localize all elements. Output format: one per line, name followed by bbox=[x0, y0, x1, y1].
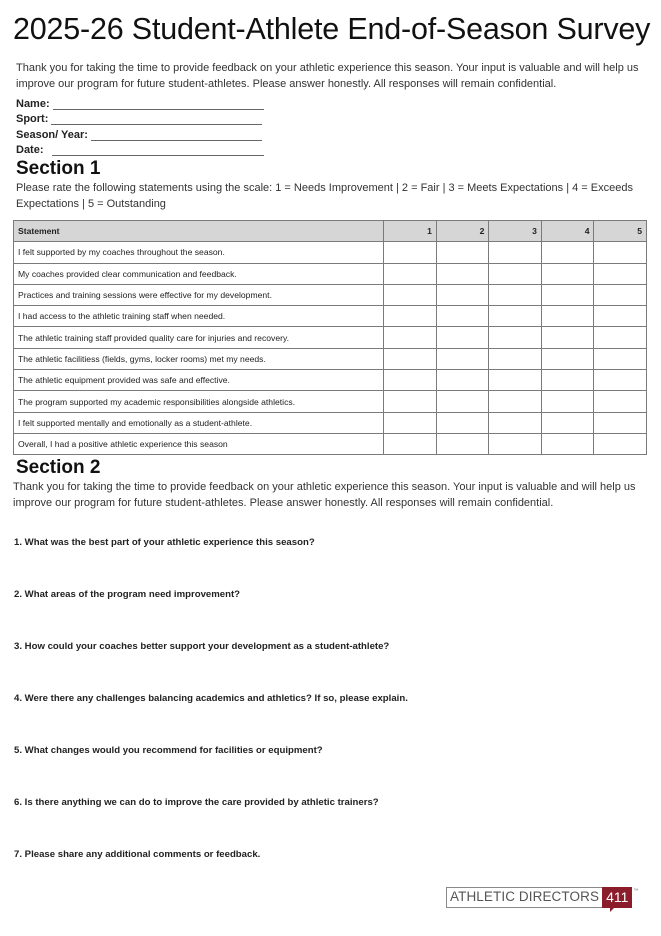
sport-field[interactable] bbox=[16, 110, 264, 126]
table-row bbox=[14, 284, 647, 305]
rating-cell-4[interactable] bbox=[541, 412, 594, 433]
statement-cell: Practices and training sessions were effective for my development. bbox=[14, 284, 384, 305]
rating-cell-1[interactable] bbox=[384, 242, 437, 263]
rating-cell-4[interactable] bbox=[541, 284, 594, 305]
rating-cell-5[interactable] bbox=[594, 370, 647, 391]
rating-cell-4[interactable] bbox=[541, 433, 594, 454]
rating-cell-5[interactable] bbox=[594, 284, 647, 305]
name-label: Name: bbox=[16, 97, 50, 110]
page-title: 2025-26 Student-Athlete End-of-Season Survey bbox=[13, 12, 651, 46]
rating-cell-1[interactable] bbox=[384, 306, 437, 327]
rating-cell-4[interactable] bbox=[541, 263, 594, 284]
rating-cell-5[interactable] bbox=[594, 433, 647, 454]
season-year-label: Season/ Year: bbox=[16, 128, 88, 141]
rating-cell-5[interactable] bbox=[594, 348, 647, 369]
rating-cell-1[interactable] bbox=[384, 263, 437, 284]
header-rating-3: 3 bbox=[489, 221, 542, 242]
table-row bbox=[14, 327, 647, 348]
season-year-input-line[interactable] bbox=[91, 131, 262, 141]
rating-cell-2[interactable] bbox=[436, 242, 489, 263]
rating-cell-3[interactable] bbox=[489, 284, 542, 305]
rating-cell-1[interactable] bbox=[384, 433, 437, 454]
rating-cell-5[interactable] bbox=[594, 242, 647, 263]
rating-cell-1[interactable] bbox=[384, 391, 437, 412]
question-2: 2. What areas of the program need improvement? bbox=[14, 589, 241, 600]
rating-cell-2[interactable] bbox=[436, 391, 489, 412]
rating-cell-3[interactable] bbox=[489, 348, 542, 369]
season-year-field[interactable] bbox=[16, 125, 264, 141]
statement-cell: The athletic facilitiess (fields, gyms, locker rooms) met my needs. bbox=[14, 348, 384, 369]
date-label: Date: bbox=[16, 144, 44, 156]
date-field[interactable] bbox=[16, 141, 264, 157]
section-2-title: Section 2 bbox=[16, 457, 101, 478]
rating-cell-2[interactable] bbox=[436, 263, 489, 284]
table-row bbox=[14, 306, 647, 327]
question-4: 4. Were there any challenges balancing academics and athletics? If so, please explain. bbox=[14, 693, 408, 704]
rating-cell-5[interactable] bbox=[594, 412, 647, 433]
sport-label: Sport: bbox=[16, 113, 49, 125]
athletic-directors-411-logo bbox=[446, 887, 638, 908]
question-1: 1. What was the best part of your athletic experience this season? bbox=[14, 537, 315, 548]
header-rating-5: 5 bbox=[594, 221, 647, 242]
rating-cell-3[interactable] bbox=[489, 391, 542, 412]
sport-input-line[interactable] bbox=[51, 115, 262, 125]
rating-cell-2[interactable] bbox=[436, 433, 489, 454]
name-field[interactable] bbox=[16, 94, 264, 110]
rating-cell-4[interactable] bbox=[541, 370, 594, 391]
respondent-info-fields bbox=[16, 94, 264, 156]
question-7: 7. Please share any additional comments or feedback. bbox=[14, 849, 261, 860]
date-input-line[interactable] bbox=[52, 146, 264, 156]
rating-cell-3[interactable] bbox=[489, 370, 542, 391]
statement-cell: My coaches provided clear communication and feedback. bbox=[14, 263, 384, 284]
section-1-description: Please rate the following statements using the scale: 1 = Needs Improvement | 2 = Fair | 3 = Meets Expectations | 4 = Exceeds Expectations | 5 = Outstanding bbox=[16, 182, 633, 210]
rating-cell-4[interactable] bbox=[541, 242, 594, 263]
rating-cell-2[interactable] bbox=[436, 412, 489, 433]
table-row bbox=[14, 370, 647, 391]
statement-cell: The athletic equipment provided was safe and effective. bbox=[14, 370, 384, 391]
header-rating-4: 4 bbox=[541, 221, 594, 242]
rating-cell-3[interactable] bbox=[489, 242, 542, 263]
rating-cell-5[interactable] bbox=[594, 327, 647, 348]
rating-cell-4[interactable] bbox=[541, 327, 594, 348]
rating-cell-1[interactable] bbox=[384, 327, 437, 348]
question-6: 6. Is there anything we can do to improve the care provided by athletic trainers? bbox=[14, 797, 379, 808]
question-3: 3. How could your coaches better support your development as a student-athlete? bbox=[14, 641, 390, 652]
table-row bbox=[14, 263, 647, 284]
logo-text: ATHLETIC DIRECTORS bbox=[446, 887, 602, 908]
table-row bbox=[14, 412, 647, 433]
intro-text: Thank you for taking the time to provide feedback on your athletic experience this season. Your input is valuable and will help us improve our program for future student-athletes. Please answer honestly. All responses will remain confidential. bbox=[16, 62, 639, 90]
statement-cell: I felt supported mentally and emotionally as a student-athlete. bbox=[14, 412, 384, 433]
question-5: 5. What changes would you recommend for facilities or equipment? bbox=[14, 745, 323, 756]
header-rating-2: 2 bbox=[436, 221, 489, 242]
rating-cell-2[interactable] bbox=[436, 327, 489, 348]
section-1-title: Section 1 bbox=[16, 158, 101, 179]
rating-cell-1[interactable] bbox=[384, 284, 437, 305]
rating-table-header bbox=[14, 221, 647, 242]
table-row bbox=[14, 391, 647, 412]
rating-cell-1[interactable] bbox=[384, 348, 437, 369]
rating-cell-3[interactable] bbox=[489, 306, 542, 327]
name-input-line[interactable] bbox=[53, 100, 264, 110]
rating-cell-3[interactable] bbox=[489, 327, 542, 348]
rating-cell-2[interactable] bbox=[436, 348, 489, 369]
logo-badge-icon: 411 bbox=[602, 887, 632, 908]
statement-cell: I had access to the athletic training staff when needed. bbox=[14, 306, 384, 327]
statement-cell: The athletic training staff provided quality care for injuries and recovery. bbox=[14, 327, 384, 348]
rating-cell-5[interactable] bbox=[594, 263, 647, 284]
rating-cell-3[interactable] bbox=[489, 433, 542, 454]
rating-cell-2[interactable] bbox=[436, 306, 489, 327]
rating-cell-2[interactable] bbox=[436, 370, 489, 391]
rating-cell-2[interactable] bbox=[436, 284, 489, 305]
rating-cell-5[interactable] bbox=[594, 306, 647, 327]
rating-cell-4[interactable] bbox=[541, 306, 594, 327]
table-row bbox=[14, 433, 647, 454]
rating-cell-4[interactable] bbox=[541, 391, 594, 412]
table-row bbox=[14, 242, 647, 263]
rating-cell-4[interactable] bbox=[541, 348, 594, 369]
section-2-description: Thank you for taking the time to provide feedback on your athletic experience this season. Your input is valuable and will help us improve our program for future student-athletes. Please answer honestly. All responses will remain confidential. bbox=[13, 481, 636, 509]
statement-cell: Overall, I had a positive athletic experience this season bbox=[14, 433, 384, 454]
table-row bbox=[14, 348, 647, 369]
rating-cell-5[interactable] bbox=[594, 391, 647, 412]
rating-table bbox=[13, 220, 647, 455]
rating-cell-1[interactable] bbox=[384, 412, 437, 433]
header-statement: Statement bbox=[14, 221, 384, 242]
rating-cell-1[interactable] bbox=[384, 370, 437, 391]
rating-cell-3[interactable] bbox=[489, 412, 542, 433]
rating-cell-3[interactable] bbox=[489, 263, 542, 284]
statement-cell: I felt supported by my coaches throughout the season. bbox=[14, 242, 384, 263]
trademark-icon: ™ bbox=[633, 888, 639, 894]
header-rating-1: 1 bbox=[384, 221, 437, 242]
statement-cell: The program supported my academic responsibilities alongside athletics. bbox=[14, 391, 384, 412]
